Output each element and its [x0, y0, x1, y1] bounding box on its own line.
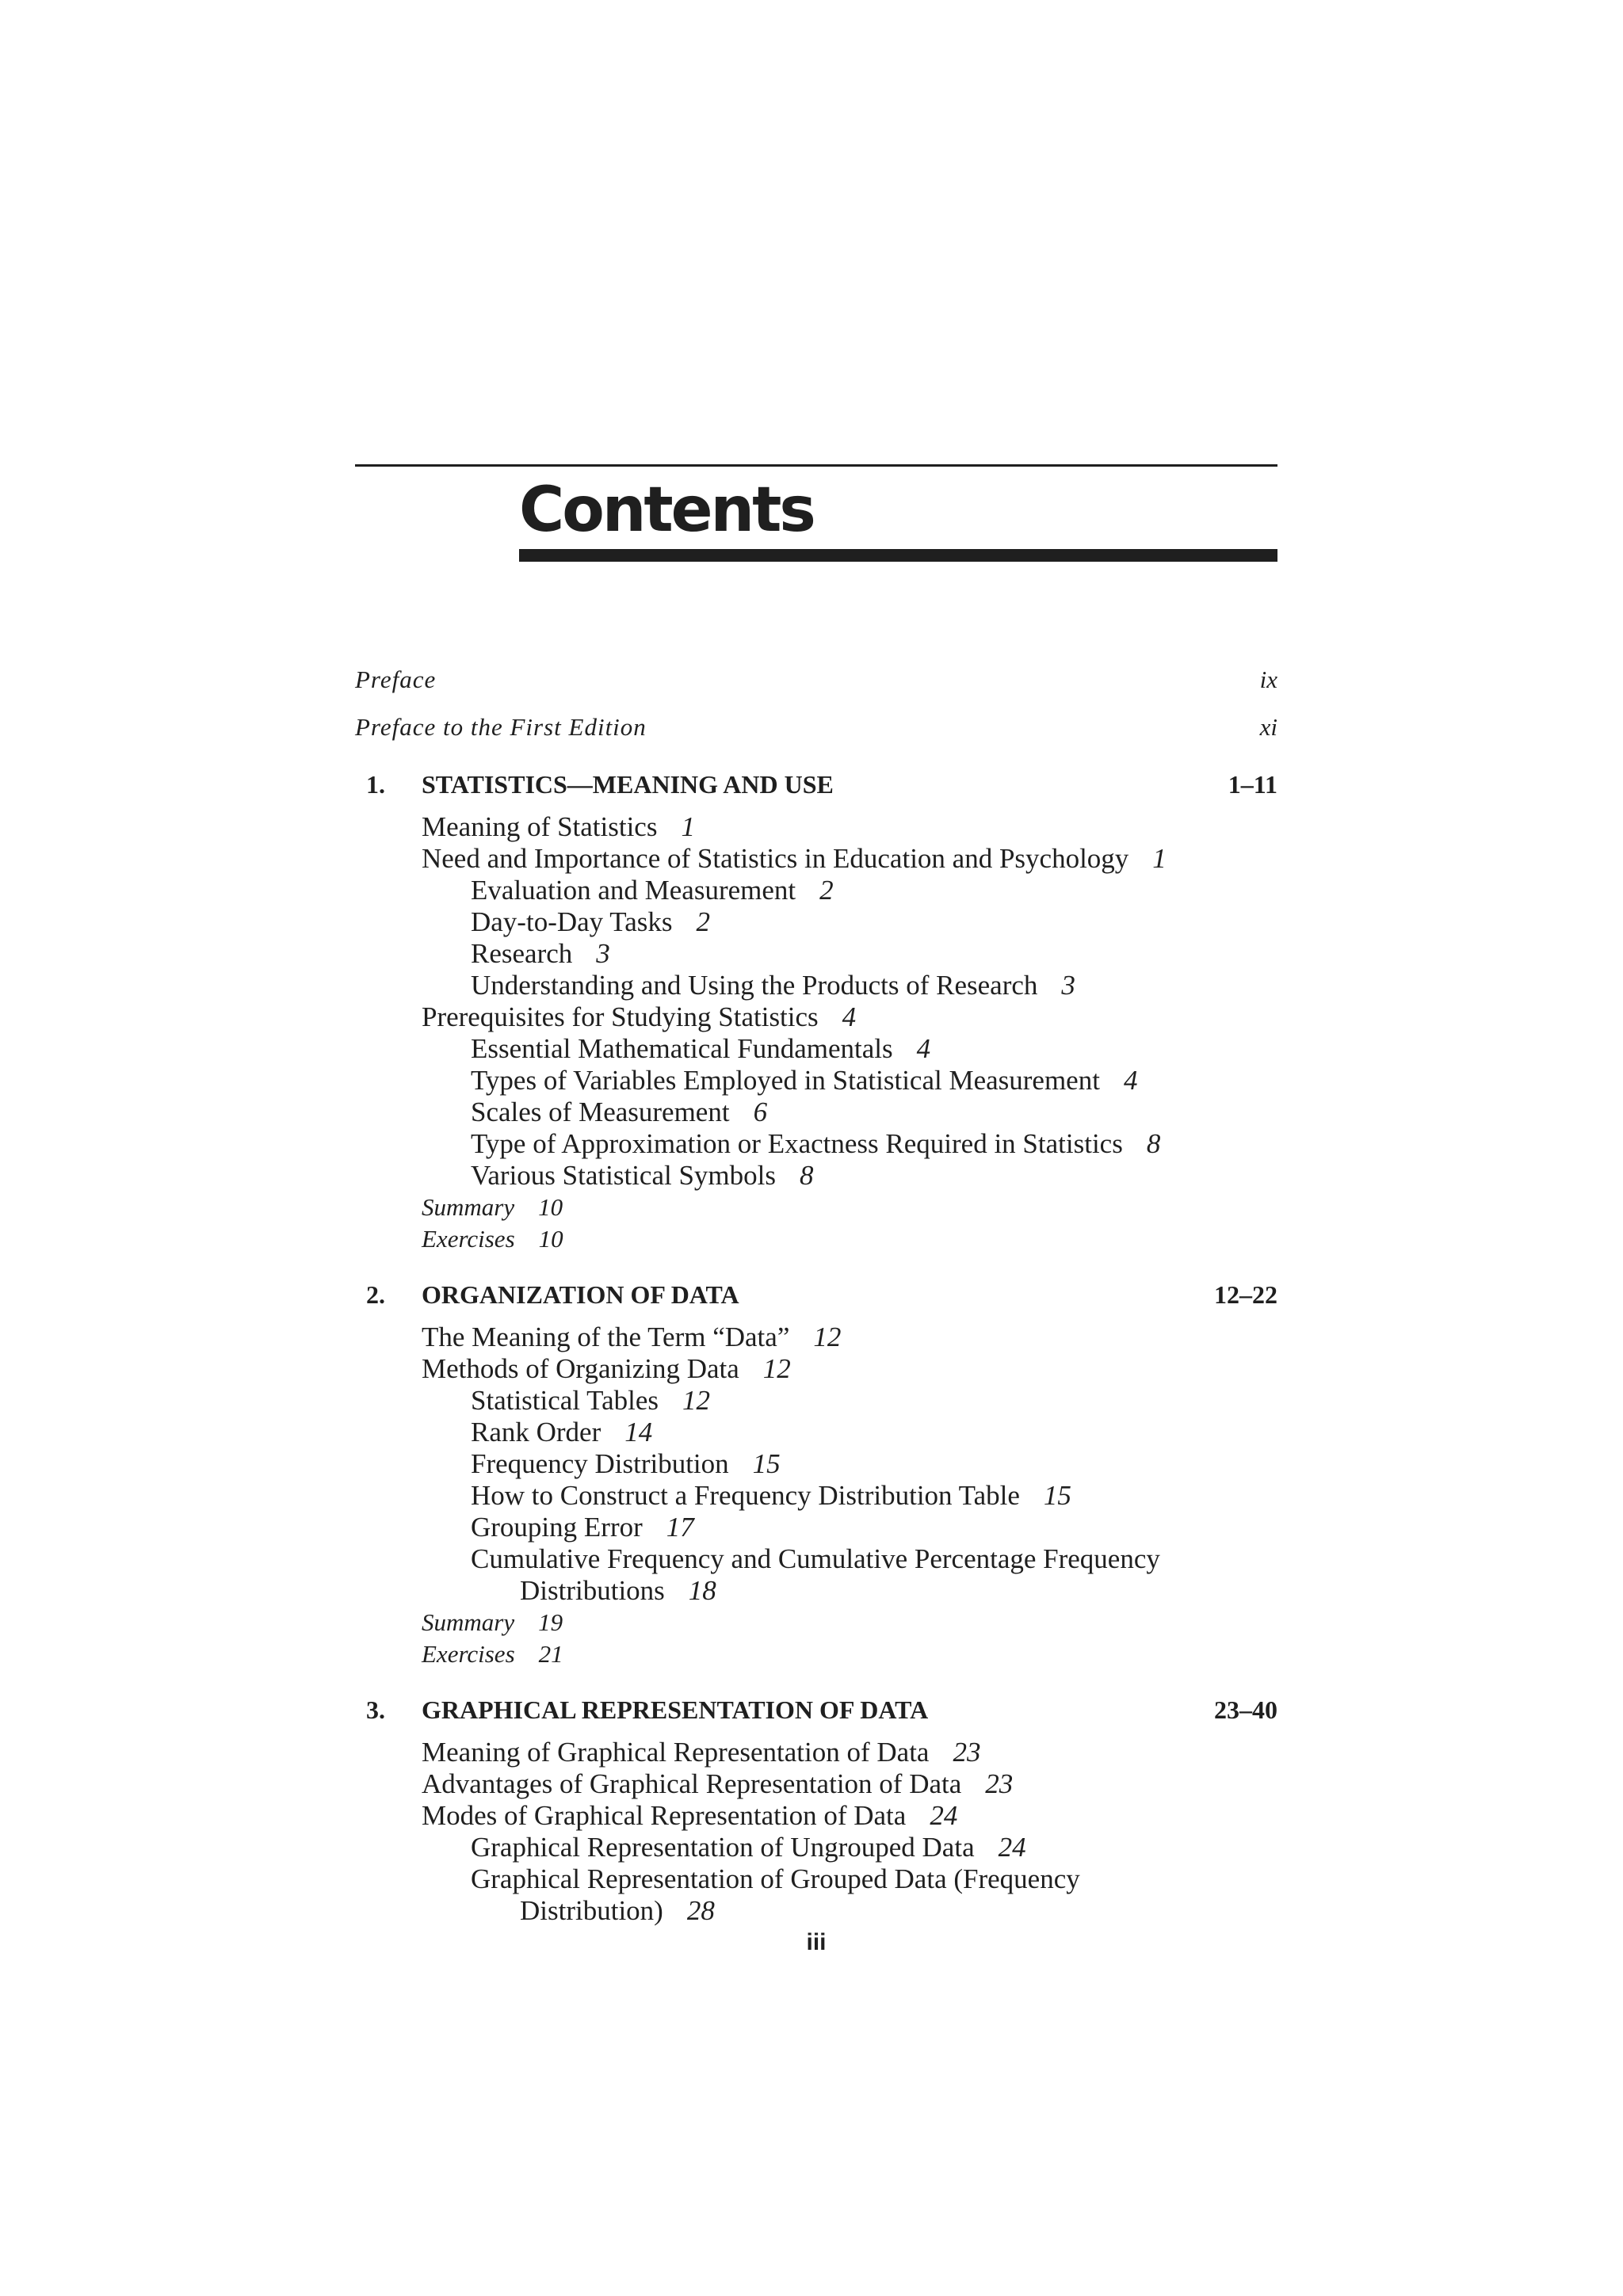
toc-entry-exercises[interactable] [422, 1223, 563, 1255]
toc-entry[interactable] [422, 1353, 791, 1385]
toc-entry[interactable] [471, 1543, 1160, 1575]
toc-chapter-1-heading[interactable] [355, 767, 1277, 802]
toc-front-matter-preface-first-edition[interactable] [355, 710, 1277, 745]
toc-page-number: 28 [686, 1895, 715, 1926]
toc-page-number: 18 [688, 1575, 716, 1606]
toc-entry[interactable] [471, 1480, 1071, 1512]
toc-entry-text: Graphical Representation of Grouped Data (Frequency [471, 1863, 1080, 1894]
toc-entry-text: Preface [355, 666, 437, 693]
toc-front-matter-preface[interactable] [355, 662, 1277, 697]
toc-entry-text: Essential Mathematical Fundamentals [471, 1033, 893, 1064]
toc-page-number: 2 [696, 906, 710, 937]
toc-entry-text: Preface to the First Edition [355, 713, 647, 741]
toc-page-number: 10 [538, 1225, 563, 1253]
toc-page-number: 8 [1146, 1128, 1161, 1159]
toc-entry[interactable] [471, 1097, 767, 1128]
toc-entry[interactable] [422, 811, 695, 843]
toc-page-number: 12 [682, 1385, 711, 1416]
toc-page-number: 19 [538, 1608, 563, 1636]
toc-entry-text: Scales of Measurement [471, 1097, 730, 1127]
toc-page-number: 23 [953, 1737, 981, 1768]
toc-entry[interactable] [471, 1448, 781, 1480]
toc-entry-text: Summary [422, 1608, 515, 1636]
toc-entry[interactable] [471, 1128, 1160, 1160]
toc-entry-exercises[interactable] [422, 1638, 563, 1670]
chapter-number: 2. [366, 1280, 385, 1309]
chapter-number: 1. [366, 770, 385, 799]
toc-entry-text: Exercises [422, 1225, 515, 1253]
toc-entry-text: Evaluation and Measurement [471, 875, 796, 906]
toc-entry-text: Research [471, 938, 573, 969]
toc-entry[interactable] [471, 906, 710, 938]
toc-entry-text: Various Statistical Symbols [471, 1160, 776, 1191]
toc-page-number: ix [1259, 666, 1277, 693]
toc-entry[interactable] [422, 1737, 980, 1768]
toc-entry[interactable] [471, 1832, 1026, 1863]
chapter-page-range: 1–11 [1228, 770, 1277, 799]
toc-entry[interactable] [422, 843, 1167, 875]
toc-entry-text: Rank Order [471, 1417, 601, 1447]
toc-page-number: 21 [538, 1640, 563, 1668]
toc-entry-continuation[interactable] [520, 1895, 715, 1927]
toc-page-number: 1 [1152, 843, 1167, 874]
toc-page-number: 3 [596, 938, 610, 969]
toc-entry-text: Meaning of Graphical Representation of Data [422, 1737, 930, 1768]
chapter-page-range: 23–40 [1214, 1695, 1277, 1724]
toc-entry-text: Distributions [520, 1575, 665, 1606]
toc-entry-text: Types of Variables Employed in Statistical Measurement [471, 1065, 1100, 1096]
toc-page-number: 8 [800, 1160, 814, 1191]
toc-chapter-3-heading[interactable] [355, 1692, 1277, 1727]
toc-entry-text: Methods of Organizing Data [422, 1353, 739, 1384]
toc-entry-text: Type of Approximation or Exactness Required in Statistics [471, 1128, 1123, 1159]
toc-entry-text: Summary [422, 1193, 515, 1221]
toc-page-number: 2 [819, 875, 834, 906]
toc-entry-text: Statistical Tables [471, 1385, 659, 1416]
toc-entry-text: Frequency Distribution [471, 1448, 729, 1479]
toc-entry[interactable] [471, 1160, 814, 1192]
toc-entry[interactable] [422, 1322, 841, 1353]
toc-page-number: 14 [624, 1417, 653, 1447]
chapter-title: ORGANIZATION OF DATA [422, 1280, 739, 1309]
chapter-number: 3. [366, 1695, 385, 1724]
toc-page-number: 4 [1123, 1065, 1138, 1096]
toc-entry-text: Distribution) [520, 1895, 663, 1926]
page-title: Contents [519, 475, 814, 546]
chapter-title: STATISTICS—MEANING AND USE [422, 770, 834, 799]
toc-entry-continuation[interactable] [520, 1575, 716, 1607]
toc-entry[interactable] [471, 1512, 694, 1543]
toc-page-number: 24 [998, 1832, 1026, 1863]
toc-entry[interactable] [471, 1417, 652, 1448]
toc-entry[interactable] [471, 938, 610, 970]
toc-entry[interactable] [471, 875, 834, 906]
chapter-title: GRAPHICAL REPRESENTATION OF DATA [422, 1695, 929, 1724]
toc-entry-summary[interactable] [422, 1607, 563, 1638]
page-folio: iii [806, 1929, 827, 1955]
toc-entry[interactable] [422, 1001, 856, 1033]
toc-entry-text: Day-to-Day Tasks [471, 906, 673, 937]
toc-entry[interactable] [422, 1768, 1013, 1800]
toc-page-number: 24 [930, 1800, 958, 1831]
toc-entry-summary[interactable] [422, 1192, 563, 1223]
toc-page-number: 1 [681, 811, 695, 842]
toc-page-number: 6 [753, 1097, 768, 1127]
toc-entry-text: The Meaning of the Term “Data” [422, 1322, 790, 1352]
toc-entry[interactable] [471, 1033, 930, 1065]
toc-entry-text: Cumulative Frequency and Cumulative Percentage Frequency [471, 1543, 1160, 1574]
chapter-page-range: 12–22 [1214, 1280, 1277, 1309]
toc-entry[interactable] [471, 1385, 710, 1417]
toc-chapter-2-heading[interactable] [355, 1277, 1277, 1312]
toc-entry-text: Modes of Graphical Representation of Data [422, 1800, 907, 1831]
toc-page-number: 15 [752, 1448, 781, 1479]
toc-entry-text: Graphical Representation of Ungrouped Data [471, 1832, 975, 1863]
toc-entry[interactable] [471, 1863, 1080, 1895]
toc-entry-text: Prerequisites for Studying Statistics [422, 1001, 819, 1032]
toc-page-number: 12 [762, 1353, 791, 1384]
toc-entry[interactable] [471, 1065, 1137, 1097]
toc-page-number: 23 [985, 1768, 1014, 1799]
toc-entry-text: How to Construct a Frequency Distribution Table [471, 1480, 1020, 1511]
toc-page-number: 10 [538, 1193, 563, 1221]
toc-page-number: 17 [666, 1512, 694, 1543]
top-rule [355, 464, 1277, 467]
toc-entry-text: Advantages of Graphical Representation of Data [422, 1768, 962, 1799]
toc-page-number: xi [1259, 713, 1277, 741]
toc-entry-text: Meaning of Statistics [422, 811, 658, 842]
toc-page-number: 4 [916, 1033, 931, 1064]
title-underline-bar [519, 549, 1277, 562]
toc-page-number: 3 [1061, 970, 1075, 1001]
toc-page-number: 12 [813, 1322, 842, 1352]
toc-entry[interactable] [471, 970, 1075, 1001]
toc-entry-text: Grouping Error [471, 1512, 643, 1543]
toc-page-number: 4 [842, 1001, 857, 1032]
toc-entry[interactable] [422, 1800, 957, 1832]
toc-entry-text: Exercises [422, 1640, 515, 1668]
toc-page-number: 15 [1043, 1480, 1071, 1511]
toc-entry-text: Need and Importance of Statistics in Education and Psychology [422, 843, 1129, 874]
toc-entry-text: Understanding and Using the Products of Research [471, 970, 1038, 1001]
